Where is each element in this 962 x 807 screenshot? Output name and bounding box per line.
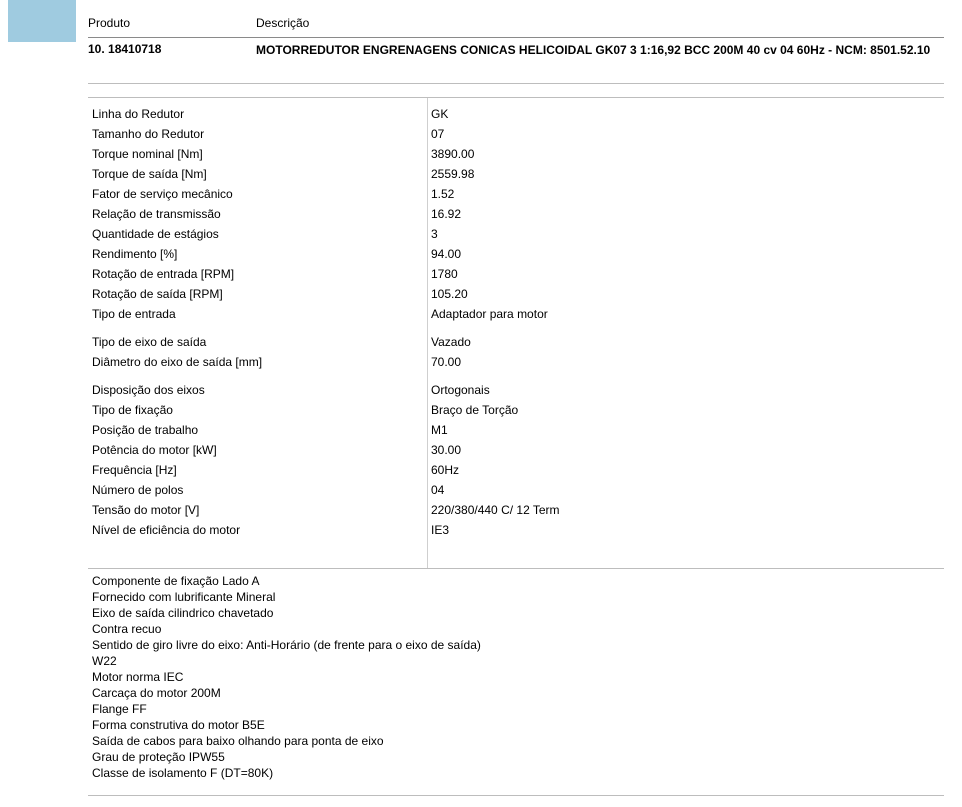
spec-row bbox=[88, 460, 944, 480]
spec-value: Ortogonais bbox=[431, 383, 490, 397]
spec-value: Braço de Torção bbox=[431, 403, 519, 417]
spec-value: 16.92 bbox=[431, 207, 462, 221]
note-line: Contra recuo bbox=[92, 622, 162, 636]
divider-specs-bottom bbox=[88, 568, 944, 569]
note-line: Eixo de saída cilindrico chavetado bbox=[92, 606, 274, 620]
spec-label: Tipo de fixação bbox=[92, 403, 173, 417]
spec-value: 2559.98 bbox=[431, 167, 475, 181]
spec-value: 04 bbox=[431, 483, 445, 497]
spec-row bbox=[88, 380, 944, 400]
spec-label: Quantidade de estágios bbox=[92, 227, 219, 241]
spec-row bbox=[88, 184, 944, 204]
spec-value: Vazado bbox=[431, 335, 471, 349]
spec-row bbox=[88, 332, 944, 352]
note-line: W22 bbox=[92, 654, 117, 668]
spec-row bbox=[88, 124, 944, 144]
spec-value: M1 bbox=[431, 423, 448, 437]
spec-value: 1.52 bbox=[431, 187, 455, 201]
spec-value: 220/380/440 C/ 12 Term bbox=[431, 503, 560, 517]
note-line: Grau de proteção IPW55 bbox=[92, 750, 225, 764]
table-header bbox=[88, 16, 944, 36]
corner-accent-block bbox=[8, 0, 76, 42]
spec-label: Relação de transmissão bbox=[92, 207, 221, 221]
notes-list bbox=[92, 573, 942, 781]
spec-label: Número de polos bbox=[92, 483, 184, 497]
divider-specs-top bbox=[88, 97, 944, 98]
spec-label: Fator de serviço mecânico bbox=[92, 187, 233, 201]
note-line: Forma construtiva do motor B5E bbox=[92, 718, 265, 732]
spec-value: 1780 bbox=[431, 267, 458, 281]
spec-value: 94.00 bbox=[431, 247, 462, 261]
spec-row bbox=[88, 284, 944, 304]
spec-value: 3890.00 bbox=[431, 147, 475, 161]
spec-row bbox=[88, 440, 944, 460]
spec-label: Tensão do motor [V] bbox=[92, 503, 200, 517]
divider-title bbox=[88, 83, 944, 84]
note-line: Saída de cabos para baixo olhando para ponta de eixo bbox=[92, 734, 384, 748]
spec-label: Linha do Redutor bbox=[92, 107, 185, 121]
spec-value: 30.00 bbox=[431, 443, 462, 457]
spec-value: 60Hz bbox=[431, 463, 460, 477]
spec-label: Disposição dos eixos bbox=[92, 383, 205, 397]
spec-row bbox=[88, 204, 944, 224]
spec-row bbox=[88, 264, 944, 284]
spec-row bbox=[88, 480, 944, 500]
spec-label: Rendimento [%] bbox=[92, 247, 178, 261]
spec-label: Diâmetro do eixo de saída [mm] bbox=[92, 355, 263, 369]
note-line: Sentido de giro livre do eixo: Anti-Horário (de frente para o eixo de saída) bbox=[92, 638, 481, 652]
spec-row bbox=[88, 144, 944, 164]
spec-row bbox=[88, 400, 944, 420]
spec-label: Tipo de eixo de saída bbox=[92, 335, 207, 349]
spec-label: Rotação de entrada [RPM] bbox=[92, 267, 235, 281]
spec-value: 07 bbox=[431, 127, 445, 141]
spec-row bbox=[88, 244, 944, 264]
spec-label: Potência do motor [kW] bbox=[92, 443, 217, 457]
note-line: Fornecido com lubrificante Mineral bbox=[92, 590, 276, 604]
spec-label: Tipo de entrada bbox=[92, 307, 176, 321]
note-line: Componente de fixação Lado A bbox=[92, 574, 260, 588]
spec-label: Rotação de saída [RPM] bbox=[92, 287, 223, 301]
spec-label: Posição de trabalho bbox=[92, 423, 199, 437]
column-header-produto: Produto bbox=[88, 16, 131, 30]
product-code: 10. 18410718 bbox=[88, 42, 162, 56]
spec-value: GK bbox=[431, 107, 449, 121]
spec-row bbox=[88, 224, 944, 244]
spec-row bbox=[88, 104, 944, 124]
spec-label: Torque nominal [Nm] bbox=[92, 147, 203, 161]
note-line: Motor norma IEC bbox=[92, 670, 184, 684]
spec-row bbox=[88, 164, 944, 184]
spec-value: 105.20 bbox=[431, 287, 468, 301]
spec-row bbox=[88, 420, 944, 440]
divider-header bbox=[88, 37, 944, 38]
divider-bottom bbox=[88, 795, 944, 796]
spec-label: Nível de eficiência do motor bbox=[92, 523, 241, 537]
note-line: Flange FF bbox=[92, 702, 147, 716]
note-line: Classe de isolamento F (DT=80K) bbox=[92, 766, 274, 780]
spec-value: 3 bbox=[431, 227, 438, 241]
spec-row bbox=[88, 352, 944, 372]
spec-value: IE3 bbox=[431, 523, 450, 537]
note-line: Carcaça do motor 200M bbox=[92, 686, 221, 700]
spec-label: Torque de saída [Nm] bbox=[92, 167, 207, 181]
spec-row bbox=[88, 304, 944, 324]
spec-row bbox=[88, 500, 944, 520]
spec-value: 70.00 bbox=[431, 355, 462, 369]
spec-value: Adaptador para motor bbox=[431, 307, 548, 321]
spec-label: Tamanho do Redutor bbox=[92, 127, 205, 141]
specs-table bbox=[88, 104, 944, 540]
product-description: MOTORREDUTOR ENGRENAGENS CONICAS HELICOIDAL GK07 3 1:16,92 BCC 200M 40 cv 04 60Hz - NCM: 8501.52.10 bbox=[256, 43, 931, 57]
column-header-descricao: Descrição bbox=[256, 16, 310, 30]
spec-row bbox=[88, 520, 944, 540]
spec-label: Frequência [Hz] bbox=[92, 463, 177, 477]
